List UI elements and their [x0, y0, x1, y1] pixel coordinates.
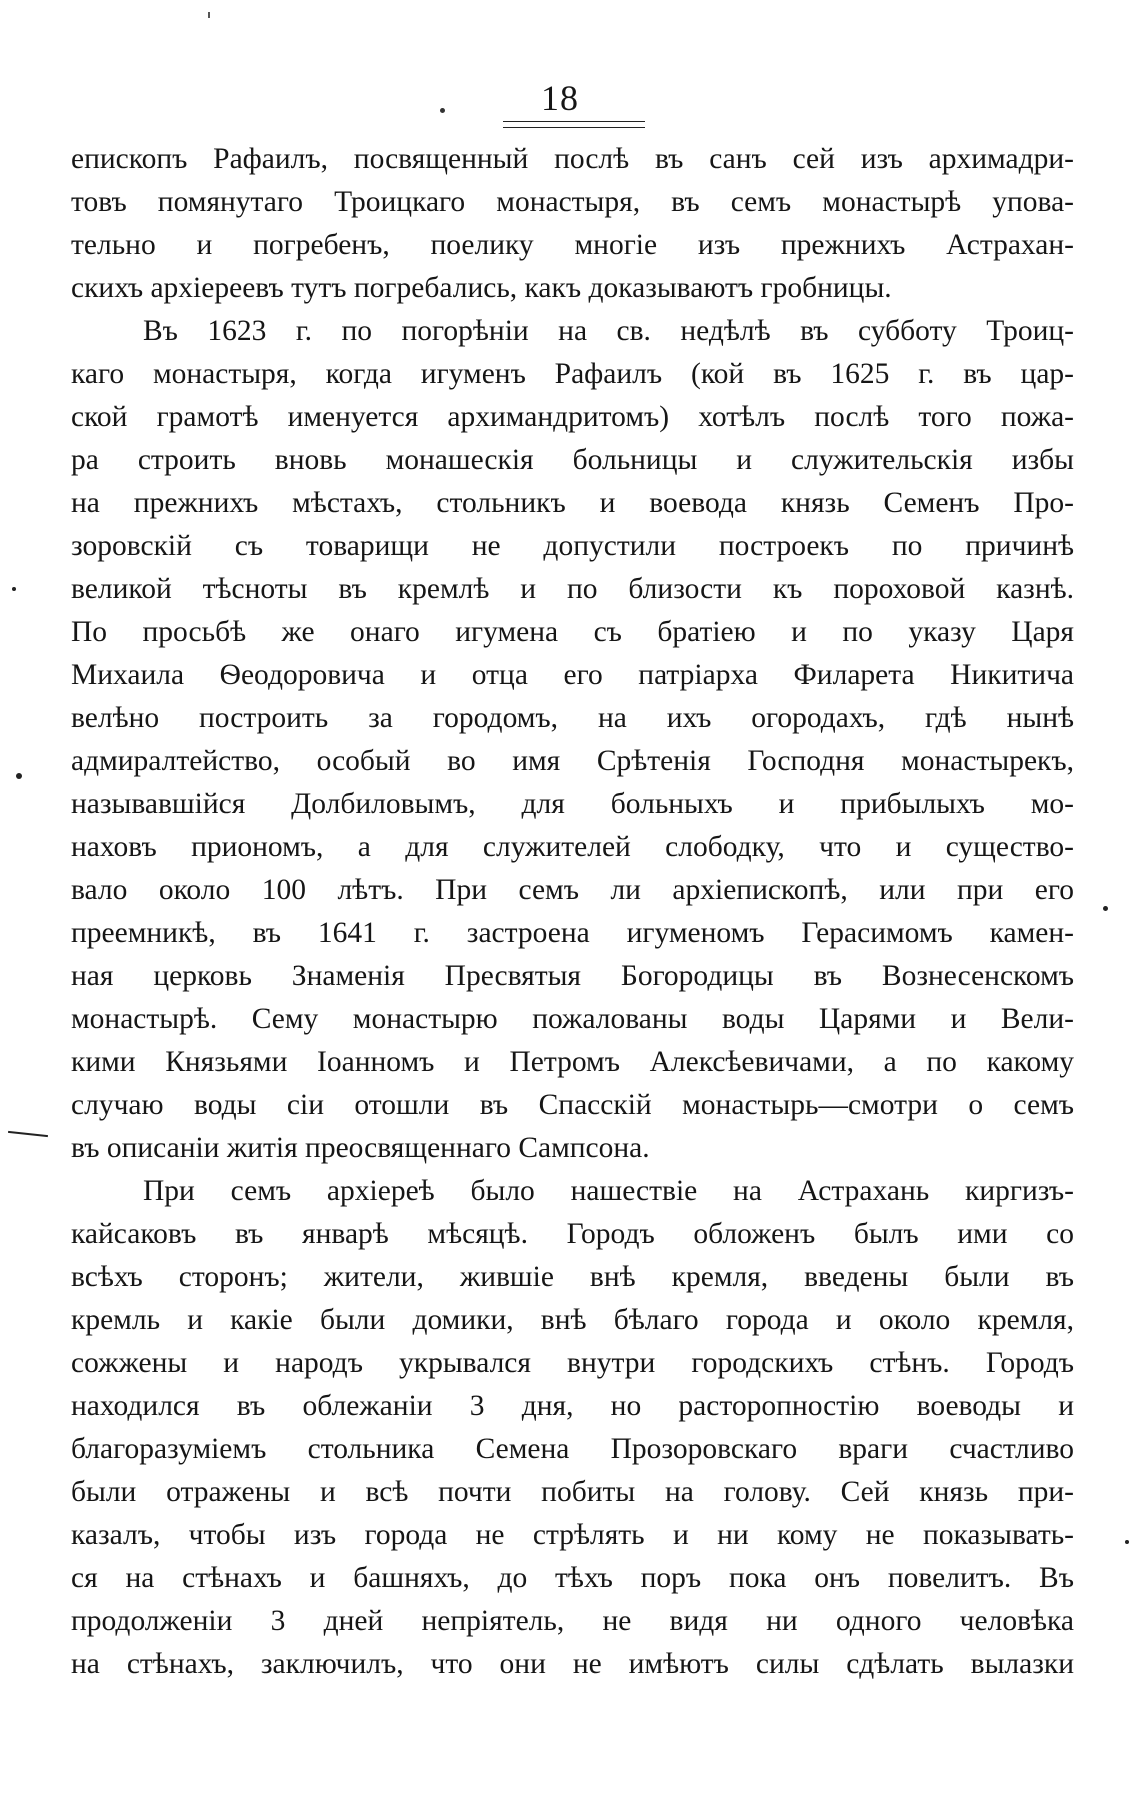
text-line: продолженіи 3 дней непріятель, не видя ни одного человѣка — [71, 1605, 1074, 1637]
text-line: ся на стѣнахъ и башняхъ, до тѣхъ поръ пока онъ повелитъ. Въ — [71, 1562, 1074, 1594]
text-line: благоразуміемъ стольника Семена Прозоровскаго враги счастливо — [71, 1433, 1074, 1465]
text-line: епископъ Рафаилъ, посвященный послѣ въ санъ сей изъ архимадри- — [71, 143, 1074, 175]
text-line: случаю воды сіи отошли въ Спасскій монастырь—смотри о семъ — [71, 1089, 1074, 1121]
text-line: великой тѣсноты въ кремлѣ и по близости къ пороховой казнѣ. — [71, 573, 1074, 605]
text-line: всѣхъ сторонъ; жители, жившіе внѣ кремля, введены были въ — [71, 1261, 1074, 1293]
paragraph-first-line: При семъ архіереѣ было нашествіе на Астрахань киргизъ- — [143, 1175, 1074, 1207]
text-line: скихъ архіереевъ тутъ погребались, какъ доказываютъ гробницы. — [71, 272, 892, 304]
text-line: кайсаковъ въ январѣ мѣсяцѣ. Городъ обложенъ былъ ими со — [71, 1218, 1074, 1250]
text-line: были отражены и всѣ почти побиты на голову. Сей князь при- — [71, 1476, 1074, 1508]
margin-dash-mark — [8, 1131, 48, 1137]
text-line: монастырѣ. Сему монастырю пожалованы воды Царями и Вели- — [71, 1003, 1074, 1035]
text-line: кремль и какіе были домики, внѣ бѣлаго города и около кремля, — [71, 1304, 1074, 1336]
text-line: ная церковь Знаменія Пресвятыя Богородицы въ Вознесенскомъ — [71, 960, 1074, 992]
page-header — [0, 78, 1140, 138]
text-line: каго монастыря, когда игуменъ Рафаилъ (кой въ 1625 г. въ цар- — [71, 358, 1074, 390]
body-text — [71, 138, 1074, 1686]
text-line: называвшійся Долбиловымъ, для больныхъ и прибылыхъ мо- — [71, 788, 1074, 820]
text-line: кими Князьями Іоанномъ и Петромъ Алексѣевичами, а по какому — [71, 1046, 1074, 1078]
text-line: сожжены и народъ укрывался внутри городскихъ стѣнъ. Городъ — [71, 1347, 1074, 1379]
header-dot-mark — [440, 108, 445, 113]
text-line: адмиралтейство, особый во имя Срѣтенія Господня монастырекъ, — [71, 745, 1074, 777]
text-line: Михаила Ѳеодоровича и отца его патріарха Филарета Никитича — [71, 659, 1074, 691]
text-line: товъ помянутаго Троицкаго монастыря, въ семъ монастырѣ упова- — [71, 186, 1074, 218]
paragraph-first-line: Въ 1623 г. по погорѣніи на св. недѣлѣ въ субботу Троиц- — [143, 315, 1074, 347]
text-line: велѣно построить за городомъ, на ихъ огородахъ, гдѣ нынѣ — [71, 702, 1074, 734]
text-line: на стѣнахъ, заключилъ, что они не имѣютъ силы сдѣлать вылазки — [71, 1648, 1074, 1680]
text-line: По просьбѣ же онаго игумена съ братіею и по указу Царя — [71, 616, 1074, 648]
margin-dot-mark — [1103, 906, 1108, 911]
text-line: наховъ приономъ, а для служителей слободку, что и существо- — [71, 831, 1074, 863]
margin-dot-mark — [16, 773, 22, 779]
text-line: зоровскій съ товарищи не допустили построекъ по причинѣ — [71, 530, 1074, 562]
margin-tick-mark — [208, 12, 210, 18]
text-line: казалъ, чтобы изъ города не стрѣлять и ни кому не показывать- — [71, 1519, 1074, 1551]
text-line: ской грамотѣ именуется архимандритомъ) хотѣлъ послѣ того пожа- — [71, 401, 1074, 433]
header-rule-second — [503, 127, 645, 128]
text-line: на прежнихъ мѣстахъ, стольникъ и воевода князь Семенъ Про- — [71, 487, 1074, 519]
text-line: ра строить вновь монашескія больницы и служительскія избы — [71, 444, 1074, 476]
text-line: въ описаніи житія преосвященнаго Сампсона. — [71, 1132, 650, 1164]
page-number: 18 — [541, 78, 579, 118]
text-line: находился въ облежаніи 3 дня, но расторопностію воеводы и — [71, 1390, 1074, 1422]
margin-dot-mark — [1125, 1540, 1129, 1544]
text-line: вало около 100 лѣтъ. При семъ ли архіепископѣ, или при его — [71, 874, 1074, 906]
margin-dot-mark — [12, 587, 16, 591]
header-rule — [503, 121, 645, 122]
text-line: тельно и погребенъ, поелику многіе изъ прежнихъ Астрахан- — [71, 229, 1074, 261]
text-line: преемникѣ, въ 1641 г. застроена игуменомъ Герасимомъ камен- — [71, 917, 1074, 949]
